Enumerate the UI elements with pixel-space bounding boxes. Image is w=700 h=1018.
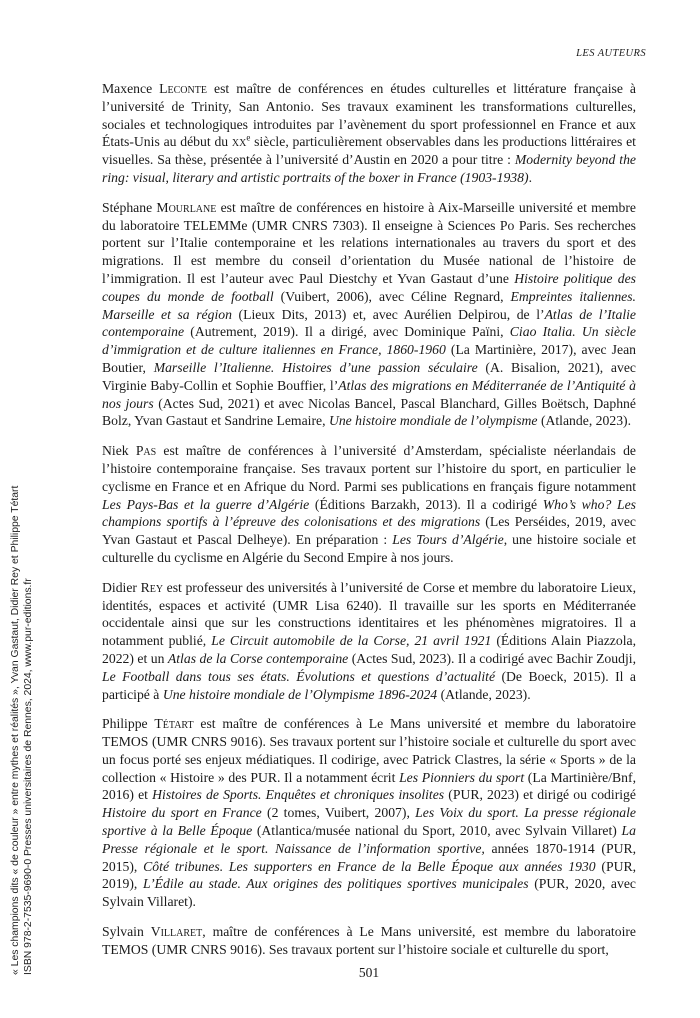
work-title: Marseille l’Italienne. Histoires d’une passion séculaire: [153, 359, 478, 375]
work-title: Atlas de la Corse contemporaine: [167, 650, 349, 666]
bio-text: (Lieux Dits, 2013) et, avec Aurélien Delpirou, de l’: [231, 306, 545, 322]
bio-text: est maître de conférences en études culturelles et littérature française à l’université de Trinity, San Antonio. Ses travaux examinent les transformations culturelles, sociales et technologiques introduites par l’avènement du sport professionnel en France et aux États-Unis au début du: [102, 81, 636, 150]
bio-text: (PUR, 2019),: [102, 858, 637, 892]
bio-text: Sylvain: [102, 924, 151, 940]
side-citation-line-2: ISBN 978-2-7535-9690-0 Presses universitaires de Rennes, 2024, www.pur-editions.fr: [22, 578, 34, 975]
work-title: Le Circuit automobile de la Corse, 21 avril 1921: [211, 633, 492, 649]
bio-text: est maître de conférences à l’université d’Amsterdam, spécialiste néerlandais de l’histoire contemporaine française. Ses travaux portent sur l’histoire du sport, en particulier le cyclisme en France et en Afrique du Nord. Parmi ses publications en français figure notamment: [102, 443, 636, 494]
bio-text: Philippe: [102, 716, 155, 732]
author-name: Pas: [135, 443, 157, 459]
side-citation: [10, 486, 35, 975]
author-bios: [102, 80, 636, 971]
work-title: La Presse régionale et le sport. Naissance de l’information sportive,: [102, 823, 636, 856]
author-bio-paragraph: [102, 579, 636, 704]
bio-text: (Atlantica/musée national du Sport, 2010, avec Sylvain Villaret): [252, 823, 622, 839]
bio-text: (2 tomes, Vuibert, 2007),: [261, 805, 416, 821]
work-title: Histoires de Sports. Enquêtes et chroniques insolites: [152, 787, 445, 803]
author-name: xx: [231, 134, 247, 150]
bio-text: années 1870-1914 (PUR, 2015),: [102, 840, 637, 874]
bio-text: est maître de conférences à Le Mans université et membre du laboratoire TEMOS (UMR CNRS 9016). Ses travaux portent sur l’histoire sociale et culturelle du sport avec un focus porté ses enjeux médiatiques. Il codirige, avec Patrick Clastres, la série « Sports » de la collection « Histoire » des PUR. Il a notamment écrit: [102, 716, 636, 785]
work-title: Atlas des migrations en Méditerranée de l’Antiquité à nos jours: [102, 377, 636, 411]
author-bio-paragraph: [102, 199, 636, 430]
bio-text: (De Boeck, 2015). Il a participé à: [102, 668, 637, 702]
work-title: Empreintes italiennes. Marseille et sa région: [102, 288, 636, 322]
bio-text: siècle, particulièrement observables dans les productions littéraires et visuelles. Sa thèse, présentée à l’université d’Austin en 2020 a pour titre :: [102, 134, 636, 168]
work-title: Les Pionniers du sport: [399, 769, 525, 785]
bio-text: (Atlande, 2023).: [537, 413, 632, 429]
work-title: Les Voix du sport. La presse régionale sportive à la Belle Époque: [102, 805, 636, 839]
bio-text: , maître de conférences à Le Mans université, est membre du laboratoire TEMOS (UMR CNRS 9016). Ses travaux portent sur l’histoire sociale et culturelle du sport,: [102, 924, 636, 957]
bio-text: (Actes Sud, 2023). Il a codirigé avec Bachir Zoudji,: [348, 650, 636, 666]
author-bio-paragraph: [102, 442, 636, 567]
author-name: Tétart: [154, 716, 194, 732]
work-title: Atlas de l’Italie contemporaine: [102, 306, 636, 340]
author-bio-paragraph: [102, 80, 636, 187]
bio-text: , une histoire sociale et culturelle du cyclisme en Algérie du Second Empire à nos jours.: [102, 532, 637, 565]
author-name: Rey: [140, 579, 164, 595]
work-title: Histoire du sport en France: [102, 805, 262, 821]
bio-text: (La Martinière, 2017), avec Jean Boutier,: [102, 342, 636, 375]
bio-text: (Atlande, 2023).: [437, 686, 531, 702]
work-title: Les Pays-Bas et la guerre d’Algérie: [102, 496, 310, 512]
bio-text: (Autrement, 2019). Il a dirigé, avec Dominique Païni,: [184, 324, 510, 340]
work-title: Le Football dans tous ses états. Évolutions et questions d’actualité: [102, 668, 496, 684]
bio-text: .: [528, 169, 532, 185]
author-bio-paragraph: [102, 715, 636, 911]
bio-text: (PUR, 2023) et dirigé ou codirigé: [444, 787, 636, 803]
bio-text: (Actes Sud, 2021) et avec Nicolas Bancel, Pascal Blanchard, Gilles Boëtsch, Daphné Bolz, Yvan Gastaut et Sandrine Lemaire,: [102, 395, 636, 429]
bio-text: (Éditions Barzakh, 2013). Il a codirigé: [309, 496, 543, 512]
bio-text: Didier: [102, 579, 141, 595]
work-title: Who’s who? Les champions sportifs à l’épreuve des colonisations et des migrations: [102, 496, 636, 530]
bio-text: (La Martinière/Bnf, 2016) et: [102, 769, 636, 803]
running-head: LES AUTEURS: [576, 48, 646, 59]
bio-text: Stéphane: [102, 199, 157, 215]
work-title: L’Édile au stade. Aux origines des politiques sportives municipales: [143, 876, 529, 892]
author-name: Leconte: [159, 81, 207, 96]
bio-text: Maxence: [102, 81, 160, 96]
work-title: Une histoire mondiale de l’Olympisme 1896-2024: [162, 686, 438, 702]
bio-text: (PUR, 2020, avec Sylvain Villaret).: [102, 876, 636, 910]
work-title: Ciao Italia. Un siècle d’immigration et de culture italiennes en France, 1860-1960: [102, 324, 636, 358]
author-name: Mourlane: [156, 199, 217, 215]
work-title: Les Tours d’Algérie: [392, 532, 504, 548]
author-bio-paragraph: [102, 923, 636, 959]
bio-text: est professeur des universités à l’université de Corse et membre du laboratoire Lieux, identités, espaces et activité (UMR Lisa 6240). Il travaille sur les sports en Méditerranée occidentale ainsi que sur les constructions identitaires et les phénomènes migratoires. Il a notamment publié,: [102, 579, 636, 649]
work-title: Une histoire mondiale de l’olympisme: [328, 413, 538, 429]
work-title: Histoire politique des coupes du monde de football: [102, 270, 637, 304]
work-title: Modernity beyond the ring: visual, literary and artistic portraits of the boxer in France (1903-1938): [102, 152, 636, 185]
side-citation-line-1: « Les champions dits « de couleur » entre mythes et réalités », Yvan Gastaut, Didier Rey et Philippe Tétart: [10, 485, 21, 975]
work-title: Côté tribunes. Les supporters en France de la Belle Époque aux années 1930: [143, 858, 596, 874]
bio-text: e: [246, 132, 251, 143]
author-name: Villaret: [150, 924, 203, 940]
bio-text: (Éditions Alain Piazzola, 2022) et un: [102, 633, 636, 666]
bio-text: (Les Perséides, 2019, avec Yvan Gastaut et Pascal Delheye). En préparation :: [102, 514, 636, 548]
bio-text: (Vuibert, 2006), avec Céline Regnard,: [273, 288, 511, 304]
page-number: 501: [358, 965, 380, 980]
bio-text: (A. Bisalion, 2021), avec Virginie Baby-Collin et Sophie Bouffier, l’: [102, 359, 637, 393]
bio-text: est maître de conférences en histoire à Aix-Marseille université et membre du laboratoire TELEMMe (UMR CNRS 7303). Il enseigne à Sciences Po Paris. Ses recherches portent sur l’Italie contemporaine et les relations internationales au travers du sport et des migrations. Il est membre du conseil d’orientation du Musée national de l’histoire de l’immigration. Il est l’auteur avec Paul Diestchy et Yvan Gastaut d’une: [102, 199, 636, 286]
bio-text: Niek: [102, 443, 136, 459]
